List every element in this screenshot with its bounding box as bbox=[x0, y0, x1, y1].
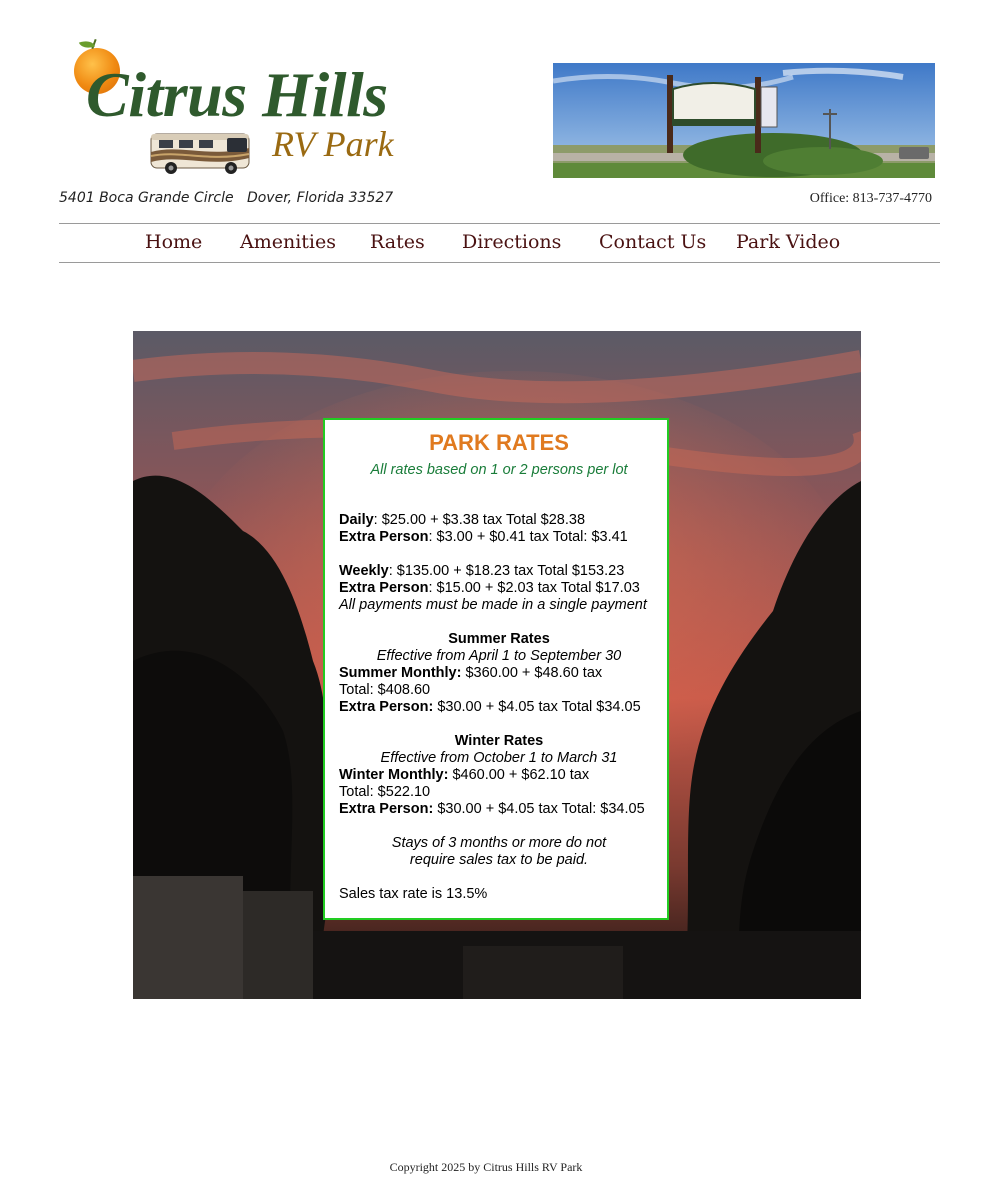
winter-extra-value: $30.00 + $4.05 tax Total: $34.05 bbox=[433, 801, 645, 817]
nav-rates[interactable]: Rates bbox=[370, 231, 425, 253]
footer-copyright: Copyright 2025 by Citrus Hills RV Park bbox=[389, 1160, 583, 1174]
weekly-value: : $135.00 + $18.23 tax Total $153.23 bbox=[388, 563, 625, 579]
nav-directions[interactable]: Directions bbox=[462, 231, 562, 253]
park-entrance-photo bbox=[553, 63, 935, 178]
office-phone: Office: 813-737-4770 bbox=[809, 191, 932, 206]
winter-extra-label: Extra Person: bbox=[339, 801, 434, 817]
nav-home[interactable]: Home bbox=[145, 231, 203, 253]
logo-title: Citrus Hills bbox=[86, 59, 388, 130]
weekly-label: Weekly bbox=[339, 563, 389, 579]
winter-total: Total: $522.10 bbox=[339, 784, 431, 800]
weekly-extra-value: : $15.00 + $2.03 tax Total $17.03 bbox=[428, 580, 640, 596]
park-rates-panel bbox=[323, 418, 669, 920]
main-nav bbox=[59, 223, 940, 263]
winter-rates bbox=[339, 733, 659, 818]
rates-note: All rates based on 1 or 2 persons per lot bbox=[370, 462, 628, 478]
nav-amenities[interactable]: Amenities bbox=[240, 231, 337, 253]
weekly-rates bbox=[339, 563, 659, 614]
summer-heading: Summer Rates bbox=[448, 631, 550, 647]
weekly-extra-label: Extra Person bbox=[339, 580, 429, 596]
winter-monthly-value: $460.00 + $62.10 tax bbox=[448, 767, 590, 783]
summer-monthly-label: Summer Monthly: bbox=[339, 665, 462, 681]
daily-extra-value: : $3.00 + $0.41 tax Total: $3.41 bbox=[428, 529, 628, 545]
park-sign-image bbox=[553, 63, 935, 178]
summer-monthly-value: $360.00 + $48.60 tax bbox=[461, 665, 603, 681]
summer-total: Total: $408.60 bbox=[339, 682, 431, 698]
summer-effective: Effective from April 1 to September 30 bbox=[376, 648, 622, 664]
daily-value: : $25.00 + $3.38 tax Total $28.38 bbox=[373, 512, 586, 528]
winter-heading: Winter Rates bbox=[454, 733, 544, 749]
weekly-note: All payments must be made in a single payment bbox=[339, 597, 647, 613]
summer-extra-label: Extra Person: bbox=[339, 699, 434, 715]
winter-effective: Effective from October 1 to March 31 bbox=[380, 750, 618, 766]
daily-label: Daily bbox=[339, 512, 374, 528]
sales-tax-rate: Sales tax rate is 13.5% bbox=[339, 886, 488, 902]
park-address: 5401 Boca Grande Circle Dover, Florida 33527 bbox=[59, 190, 394, 206]
summer-extra-value: $30.00 + $4.05 tax Total $34.05 bbox=[433, 699, 641, 715]
daily-extra-label: Extra Person bbox=[339, 529, 429, 545]
winter-monthly-label: Winter Monthly: bbox=[339, 767, 449, 783]
daily-rates bbox=[339, 512, 659, 546]
nav-contact-us[interactable]: Contact Us bbox=[599, 231, 707, 253]
site-logo[interactable] bbox=[68, 36, 428, 182]
summer-rates bbox=[339, 631, 659, 716]
stays-note-line2: require sales tax to be paid. bbox=[409, 852, 589, 868]
rv-motorhome-icon bbox=[149, 128, 255, 176]
rates-title: PARK RATES bbox=[429, 430, 569, 455]
nav-park-video[interactable]: Park Video bbox=[736, 231, 841, 253]
stays-note-line1: Stays of 3 months or more do not bbox=[391, 835, 607, 851]
logo-subtitle: RV Park bbox=[272, 124, 394, 164]
